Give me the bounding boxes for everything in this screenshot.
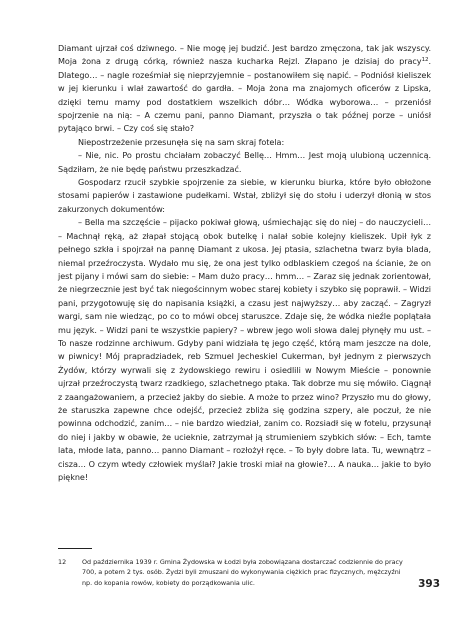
paragraph <box>58 216 431 484</box>
paragraph <box>58 42 431 136</box>
footnote <box>58 557 403 588</box>
paragraph-text: – Bella ma szczęście – pijacko pokiwał głową, uśmiechając się do niej – do nauczycieli… – Machnął ręką, aż złapał stojącą obok butelkę i nalał sobie kolejny kieliszek. Upił łyk z pełnego szkła i spojrzał na pannę Diamant z ukosa. Jej ptasia, szlachetna twarz była blada, niemal przeźroczysta. Wydało mu się, że ona jest tylko odblaskiem czegoś na ścianie, że on jest pijany i mówi sam do siebie: – Mam dużo pracy… hmm… – Zaraz się jednak zorientował, że niegrzecznie jest być tak niegościnnym wobec starej kobiety i szybko się poprawił. – Widzi pani, przygotowuję się do napisania książki, a czasu jest najwyższy… aby zacząć. – Zagryzł wargi, sam nie wiedząc, po co to mówi obcej staruszce. Zdaje się, że wódka nieźle poplątała mu język. – Widzi pani te wszystkie papiery? – wbrew jego woli słowa dalej płynęły mu ust. – To nasze rodzinne archiwum. Gdyby pani widziała tę jego część, którą mam jeszcze na dole, w piwnicy! Mój prapradziadek, reb Szmuel Jecheskiel Cukerman, był jednym z pierwszych Żydów, którzy wyrwali się z żydowskiego rewiru i osiedlili w Nowym Mieście – ponownie ujrzał przeźroczystą twarz rzadkiego, szlachetnego ptaka. Tak dobrze mu się mówiło. Ciągnął z zaangażowaniem, a przecież jakby do siebie. A może to przez wino? Przyszło mu do głowy, że staruszka zapewne chce odejść, przecież zbliża się godzina szpery, ale poczuł, że nie powinna odchodzić, zanim… – nie bardzo wiedział, zanim co. Rozsiadł się w fotelu, przysunął do niej i jakby w obawie, że ucieknie, zatrzymał ją strumieniem szybkich słów: – Ech, tamte lata, młode lata, panno… panno Diamant – rozłożył ręce. – To były dobre lata. Tu, wewnątrz – cisza… O czym wtedy człowiek myślał? Jakie troski miał na głowie?… A nauka… jakie to było piękne! <box>58 217 431 482</box>
footnote-separator <box>58 548 92 549</box>
footnote-number: 12 <box>58 558 67 566</box>
footnote-text: Od października 1939 r. Gmina Żydowska w Łodzi była zobowiązana dostarczać codziennie do pracy 700, a potem 2 tys. osób. Żydzi byli zmuszani do wykonywania ciężkich prac fizycznych, mężczyźni np. do kopania rowów, kobiety do porządkowania ulic. <box>82 558 403 587</box>
paragraph <box>58 176 431 216</box>
main-text <box>58 42 431 484</box>
footnote-reference: 12 <box>421 57 429 64</box>
page-number: 393 <box>418 578 440 590</box>
paragraph-text: – Nie, nic. Po prostu chciałam zobaczyć Bellę… Hmm… Jest moją ulubioną uczennicą. Sądziłam, że nie będę państwu przeszkadzać. <box>58 150 431 174</box>
paragraph-text: . Dlatego… – nagle roześmiał się nieprzyjemnie – postanowiłem się napić. – Podniósł kieliszek w jej kierunku i wlał zawartość do gardła. – Moja żona ma znajomych oficerów z Lipska, dzięki temu mamy pod dostatkiem wszelkich dóbr… Wódka wyborowa… – przeniósł spojrzenie na nią: – A czemu pani, panno Diamant, przyszła o tak późnej porze – uniósł pytająco brwi. – Czy coś się stało? <box>58 56 431 134</box>
paragraph-text: Niepostrzeżenie przesunęła się na sam skraj fotela: <box>78 136 285 147</box>
paragraph-text: Gospodarz rzucił szybkie spojrzenie za siebie, w kierunku biurka, które było obłożone stosami papierów i zastawione pudełkami. Wstał, zbliżył się do stołu i uderzył dłonią w stos zakurzonych dokumentów: <box>58 177 431 214</box>
paragraph <box>58 149 431 176</box>
paragraph-text: Diamant ujrzał coś dziwnego. – Nie mogę jej budzić. Jest bardzo zmęczona, tak jak wszyscy. Moja żona z drugą córką, również nasza kucharka Rejzl. Złapano je dzisiaj do pracy <box>58 43 431 67</box>
paragraph <box>58 136 431 149</box>
